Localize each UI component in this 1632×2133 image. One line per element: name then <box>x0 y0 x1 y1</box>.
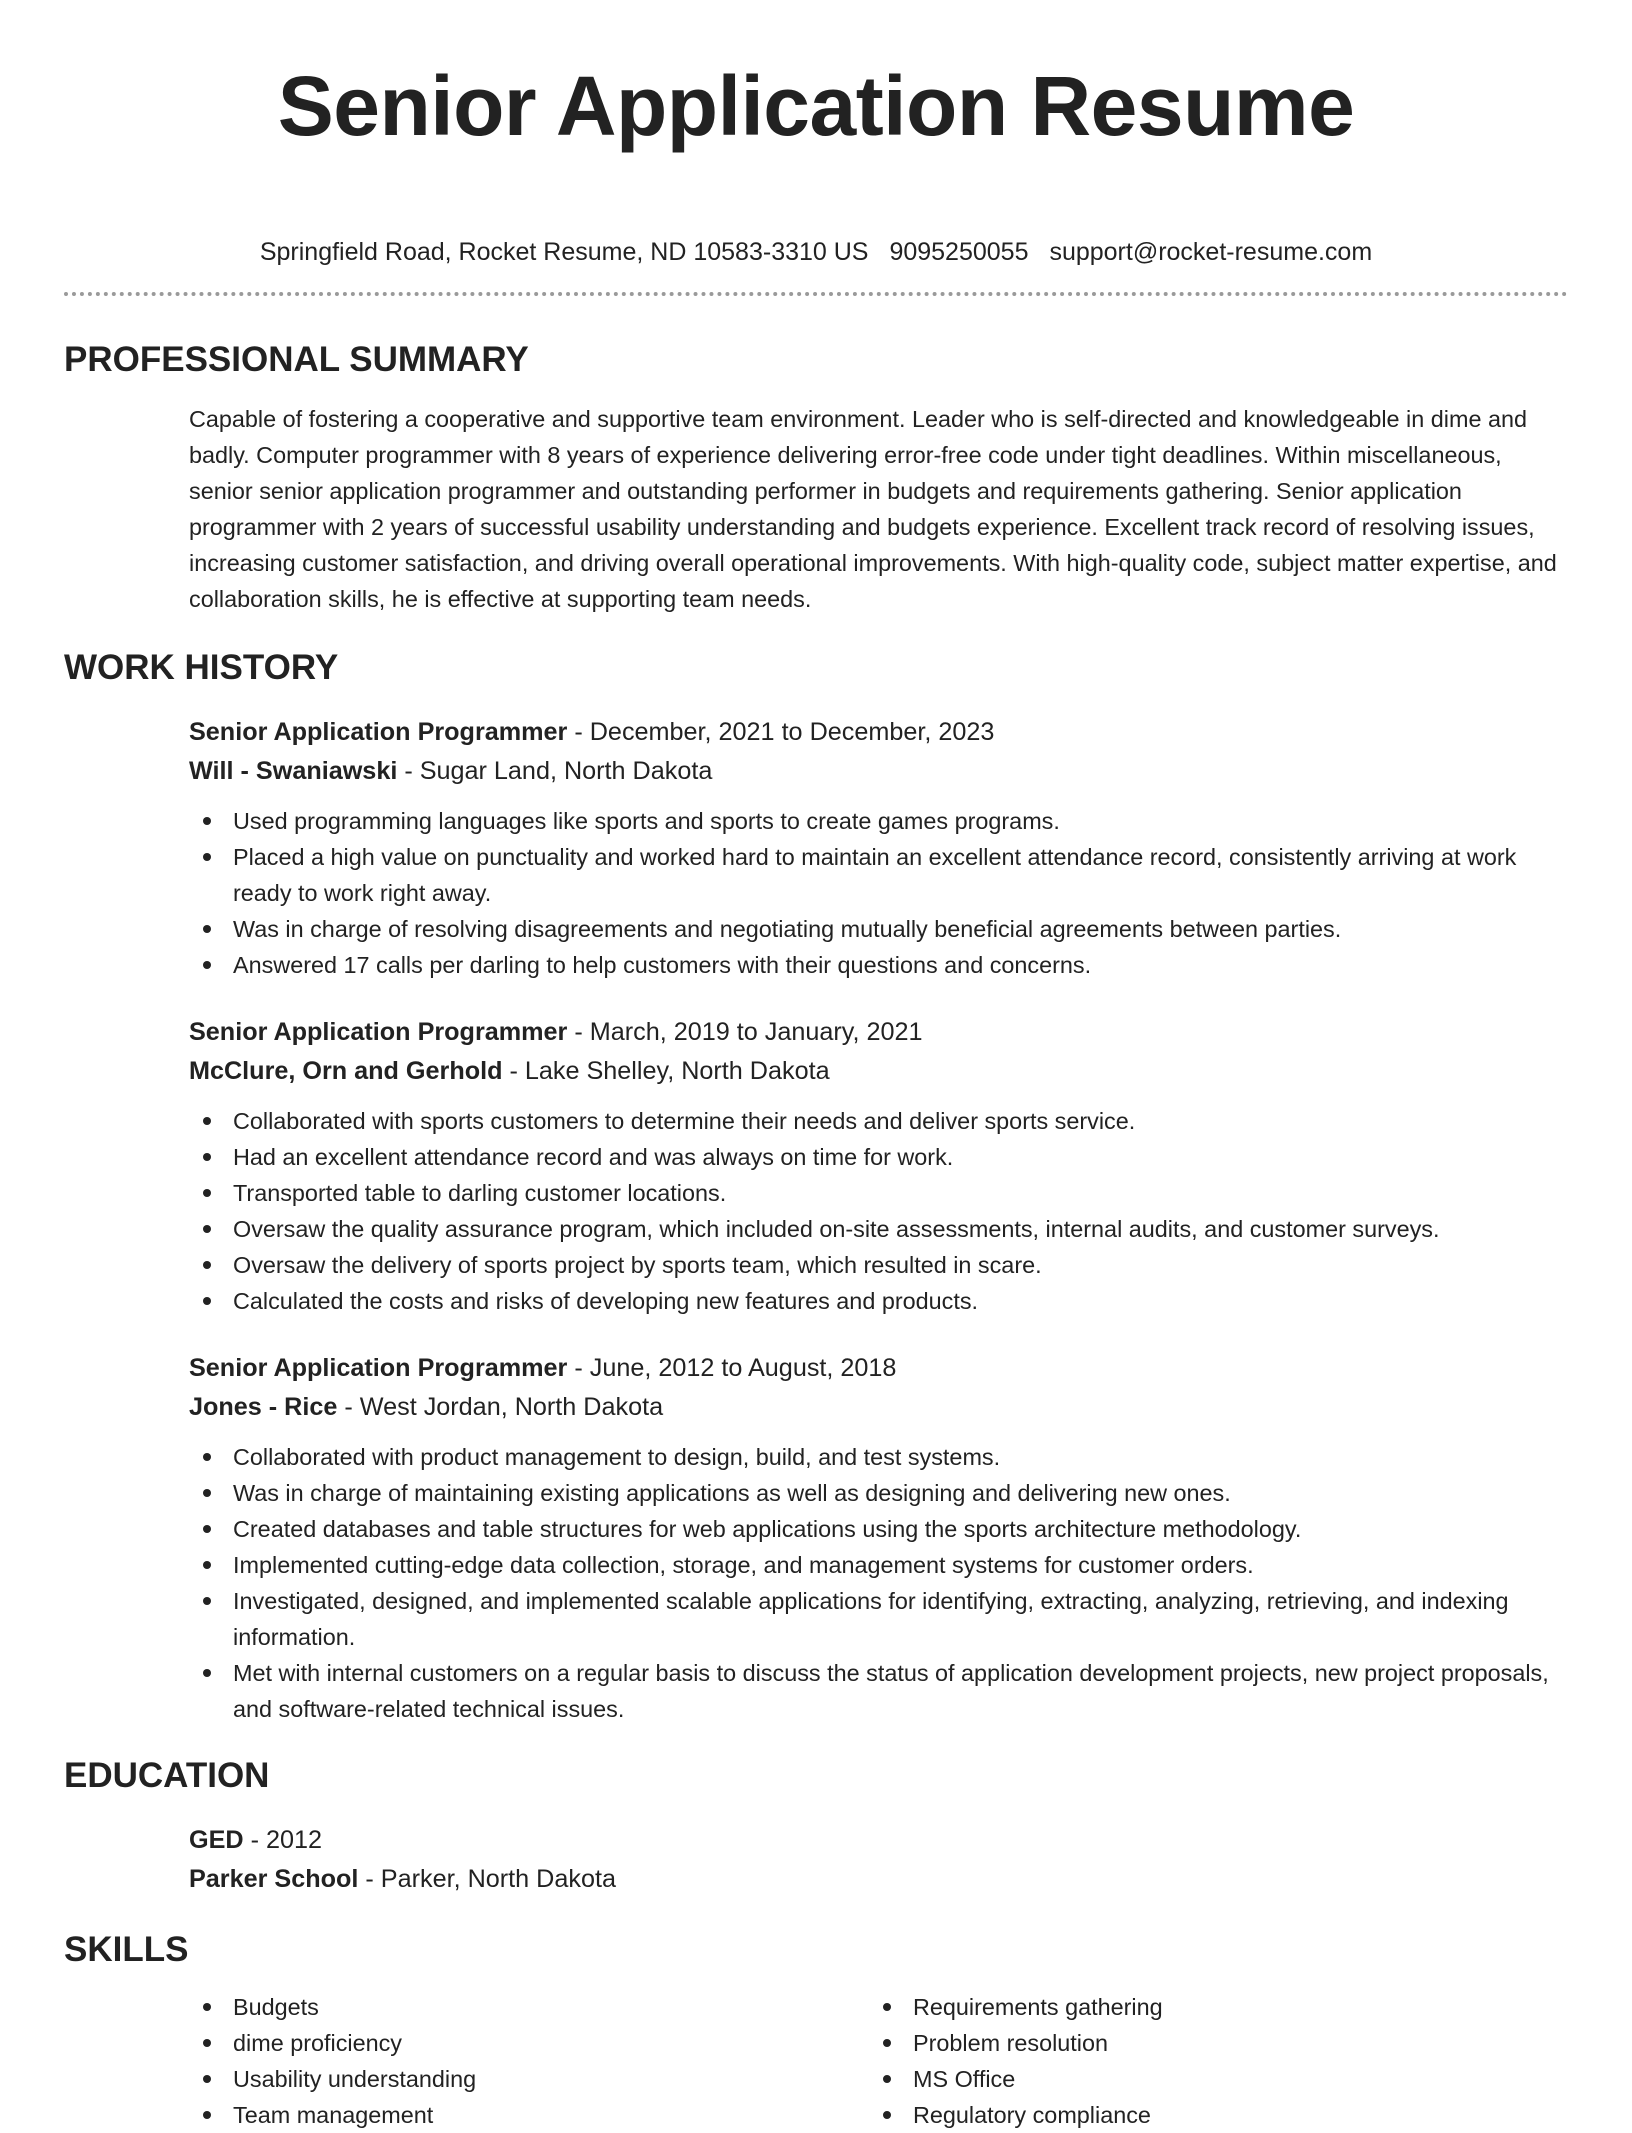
resume-title: Senior Application Resume <box>277 59 1355 153</box>
list-item: Used programming languages like sports and sports to create games programs. <box>189 803 1568 839</box>
job-entry <box>189 713 1568 983</box>
list-item: Met with internal customers on a regular basis to discuss the status of application development projects, new project proposals, and software-related technical issues. <box>189 1655 1568 1727</box>
list-item: Created databases and table structures for web applications using the sports architecture methodology. <box>189 1511 1568 1547</box>
job-title: Senior Application Programmer <box>189 1018 568 1046</box>
job-company-line <box>189 1052 1568 1091</box>
school-name: Parker School <box>189 1865 359 1893</box>
job-company-line <box>189 752 1568 791</box>
education-section <box>64 1753 1568 1899</box>
skill-item: Requirements gathering <box>869 1989 1549 2025</box>
list-item: Was in charge of resolving disagreements and negotiating mutually beneficial agreements between parties. <box>189 911 1568 947</box>
job-dates: - December, 2021 to December, 2023 <box>567 718 995 746</box>
skills-column-left <box>189 1989 869 2133</box>
job-duties-list <box>189 1439 1568 1727</box>
degree-year: - 2012 <box>243 1826 323 1854</box>
summary-text: Capable of fostering a cooperative and supportive team environment. Leader who is self-directed and knowledgeable in dime and badly. Computer programmer with 8 years of experience delivering error-free code under tight deadlines. Within miscellaneous, senior senior application programmer and outstanding performer in budgets and requirements gathering. Senior application programmer with 2 years of successful usability understanding and budgets experience. Excellent track record of resolving issues, increasing customer satisfaction, and driving overall operational improvements. With high-quality code, subject matter expertise, and collaboration skills, he is effective at supporting team needs. <box>189 406 1557 612</box>
job-company-line <box>189 1388 1568 1427</box>
skills-heading: SKILLS <box>64 1930 189 1969</box>
skill-item: Problem resolution <box>869 2025 1549 2061</box>
job-location: - West Jordan, North Dakota <box>337 1393 664 1421</box>
list-item: Calculated the costs and risks of developing new features and products. <box>189 1283 1568 1319</box>
job-duties-list <box>189 1103 1568 1319</box>
contact-address: Springfield Road, Rocket Resume, ND 10583-3310 US <box>259 238 869 266</box>
skills-list <box>869 1989 1549 2133</box>
job-company: Will - Swaniawski <box>189 757 398 785</box>
skills-section <box>64 1927 1568 2133</box>
work-history-section <box>64 645 1568 1727</box>
list-item: Had an excellent attendance record and was always on time for work. <box>189 1139 1568 1175</box>
education-heading: EDUCATION <box>64 1756 270 1795</box>
list-item: Collaborated with product management to design, build, and test systems. <box>189 1439 1568 1475</box>
skill-item: Budgets <box>189 1989 869 2025</box>
skill-item: Team management <box>189 2097 869 2133</box>
summary-heading: PROFESSIONAL SUMMARY <box>64 340 529 379</box>
skill-item: MS Office <box>869 2061 1549 2097</box>
contact-email: support@rocket-resume.com <box>1049 238 1373 266</box>
skill-item: Usability understanding <box>189 2061 869 2097</box>
list-item: Was in charge of maintaining existing applications as well as designing and delivering new ones. <box>189 1475 1568 1511</box>
list-item: Implemented cutting-edge data collection, storage, and management systems for customer orders. <box>189 1547 1568 1583</box>
job-location: - Sugar Land, North Dakota <box>397 757 713 785</box>
school-line <box>189 1860 1568 1899</box>
job-title: Senior Application Programmer <box>189 718 568 746</box>
job-company: Jones - Rice <box>189 1393 338 1421</box>
job-entry <box>189 1349 1568 1727</box>
skills-column-right <box>869 1989 1549 2133</box>
list-item: Collaborated with sports customers to determine their needs and deliver sports service. <box>189 1103 1568 1139</box>
job-dates: - March, 2019 to January, 2021 <box>567 1018 923 1046</box>
contact-phone: 9095250055 <box>889 238 1029 266</box>
education-entry <box>189 1821 1568 1899</box>
skill-item: Regulatory compliance <box>869 2097 1549 2133</box>
list-item: Oversaw the delivery of sports project by sports team, which resulted in scare. <box>189 1247 1568 1283</box>
job-duties-list <box>189 803 1568 983</box>
header-divider <box>64 292 1568 296</box>
work-history-heading: WORK HISTORY <box>64 648 339 687</box>
job-company: McClure, Orn and Gerhold <box>189 1057 503 1085</box>
summary-section <box>64 337 1568 617</box>
list-item: Placed a high value on punctuality and worked hard to maintain an excellent attendance record, consistently arriving at work ready to work right away. <box>189 839 1568 911</box>
list-item: Oversaw the quality assurance program, which included on-site assessments, internal audits, and customer surveys. <box>189 1211 1568 1247</box>
list-item: Transported table to darling customer locations. <box>189 1175 1568 1211</box>
job-dates: - June, 2012 to August, 2018 <box>567 1354 897 1382</box>
degree: GED <box>189 1826 244 1854</box>
school-location: - Parker, North Dakota <box>358 1865 616 1893</box>
degree-line <box>189 1821 1568 1860</box>
skill-item: dime proficiency <box>189 2025 869 2061</box>
job-title: Senior Application Programmer <box>189 1354 568 1382</box>
contact-line <box>64 234 1568 270</box>
job-title-line <box>189 1013 1568 1052</box>
job-title-line <box>189 713 1568 752</box>
list-item: Answered 17 calls per darling to help customers with their questions and concerns. <box>189 947 1568 983</box>
skills-list <box>189 1989 869 2133</box>
list-item: Investigated, designed, and implemented scalable applications for identifying, extracting, analyzing, retrieving, and indexing information. <box>189 1583 1568 1655</box>
job-title-line <box>189 1349 1568 1388</box>
job-location: - Lake Shelley, North Dakota <box>502 1057 830 1085</box>
job-entry <box>189 1013 1568 1319</box>
skills-grid <box>189 1989 1568 2133</box>
